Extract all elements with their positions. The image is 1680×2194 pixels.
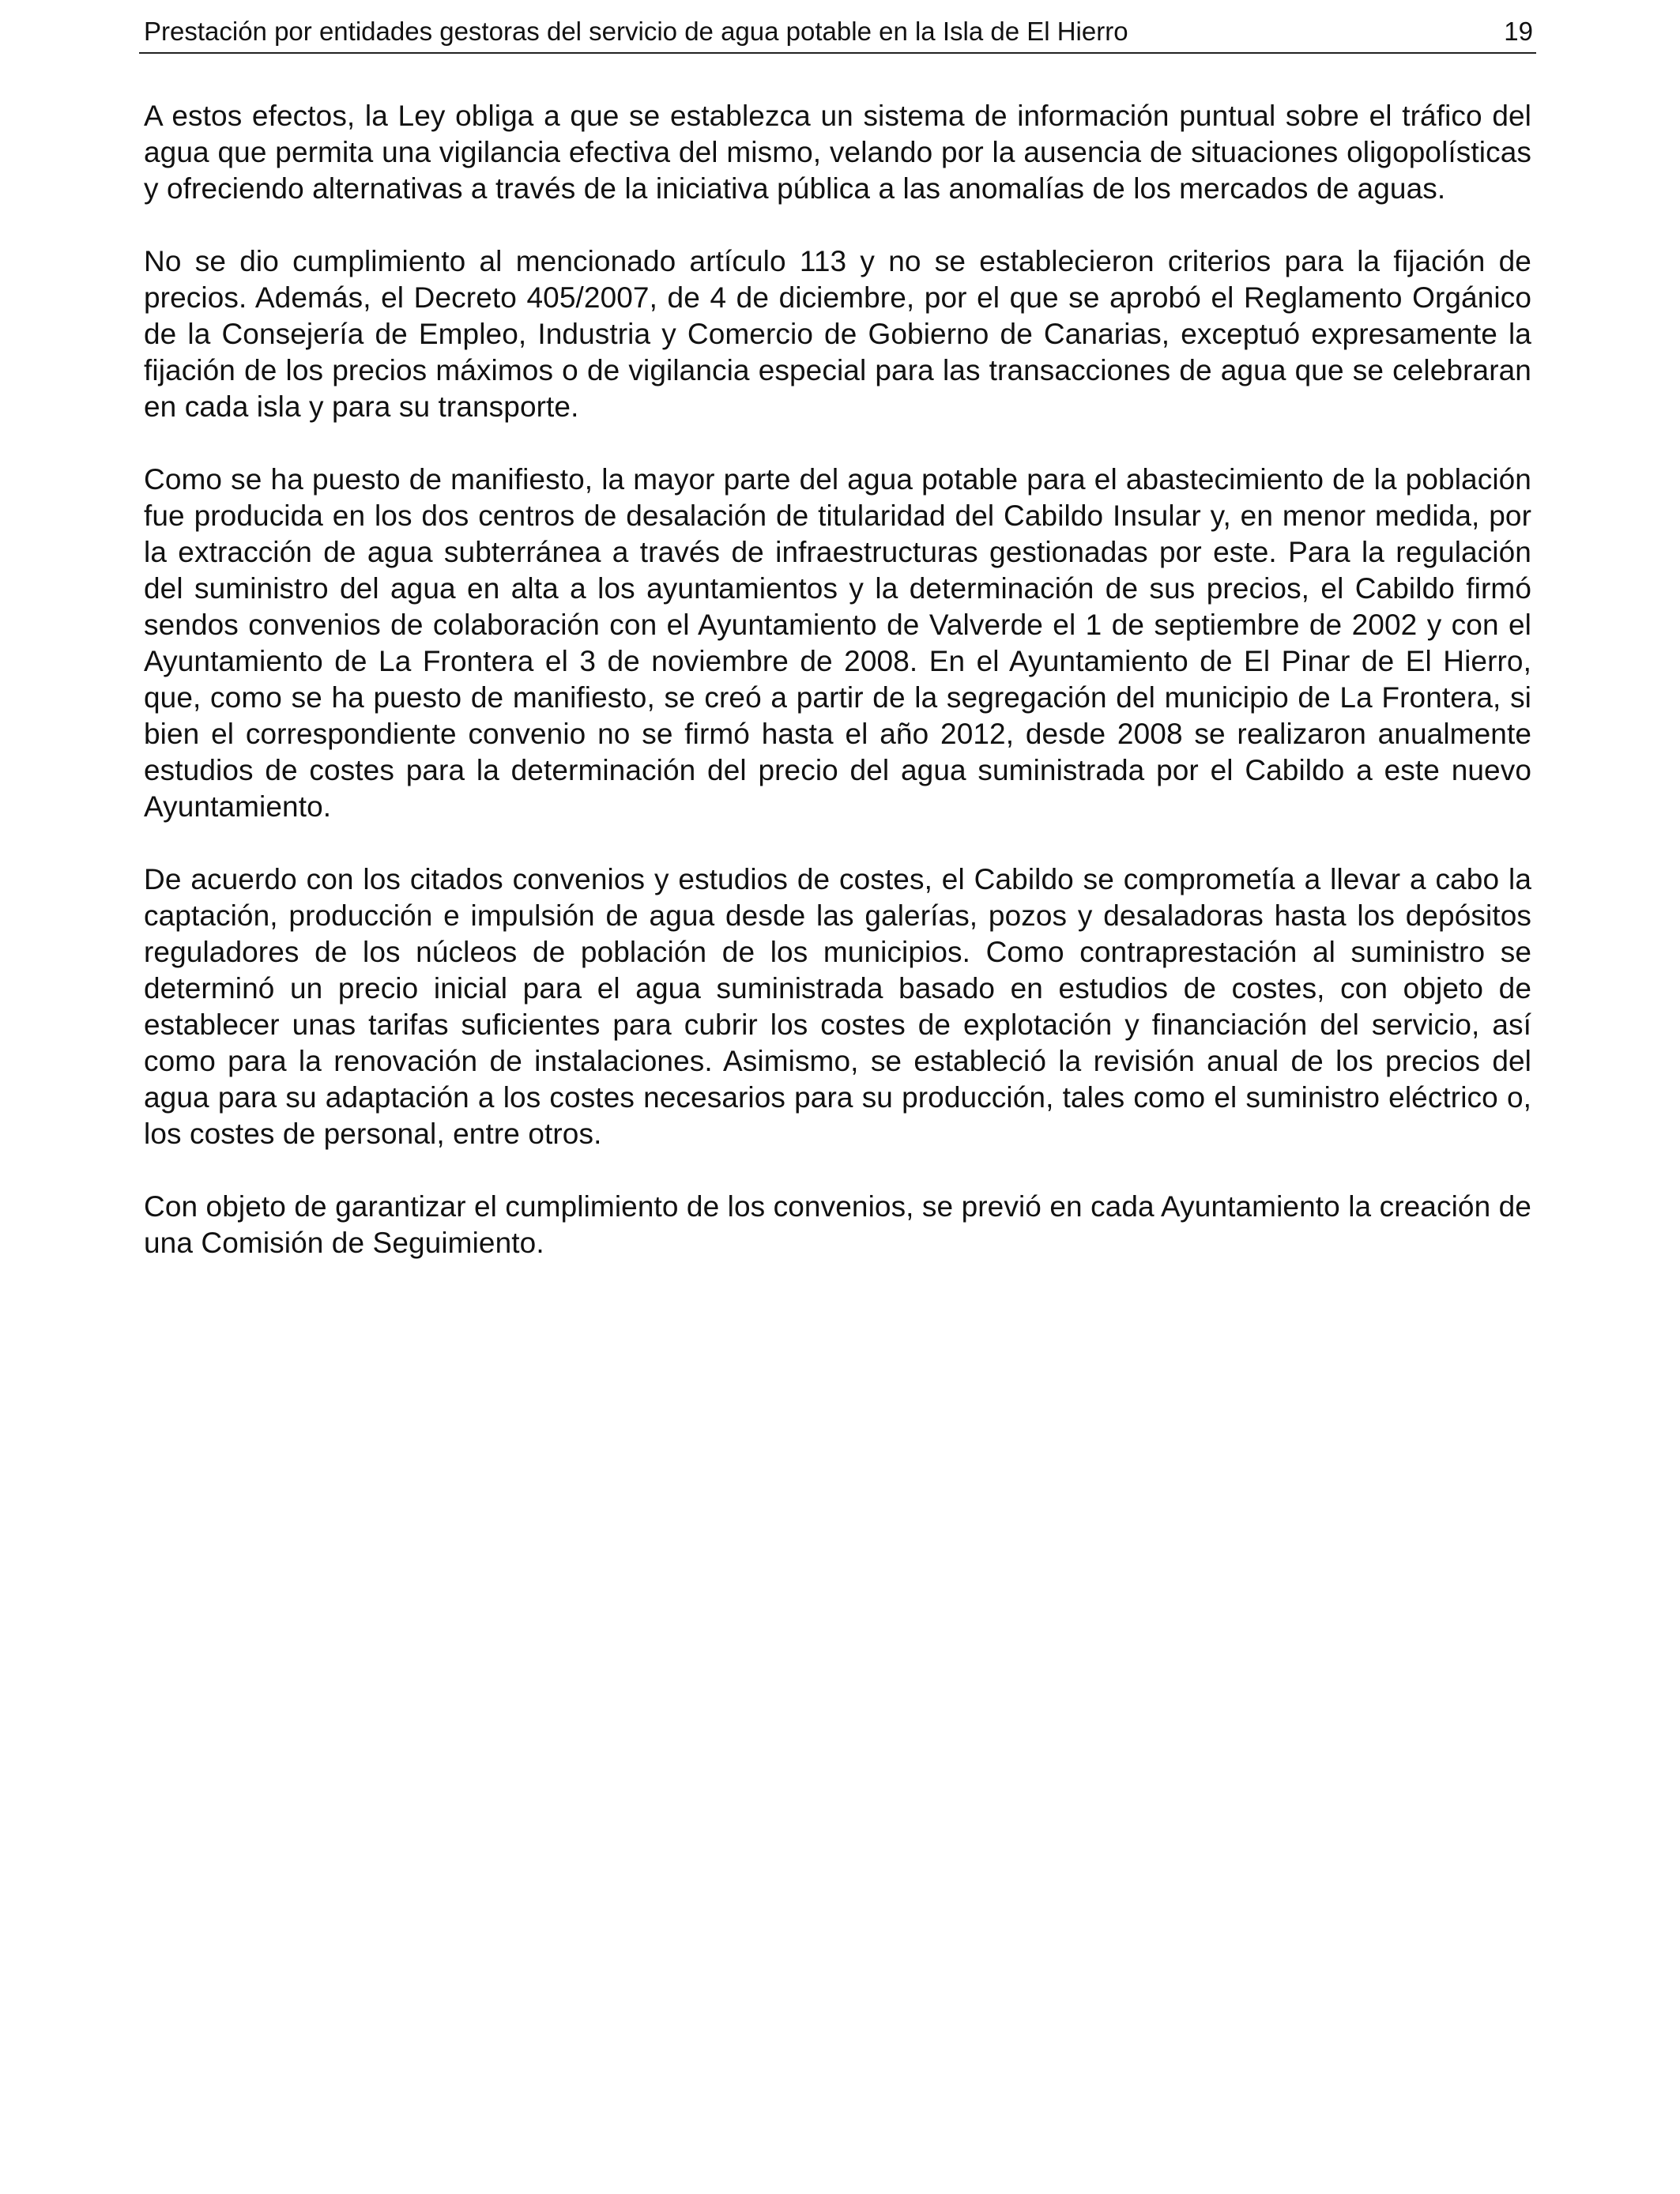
page-number: 19	[1504, 17, 1533, 46]
paragraph-abastecimiento: Como se ha puesto de manifiesto, la mayor parte del agua potable para el abastecimiento de la población fue producida en los dos centros de desalación de titularidad del Cabildo Insular y, en menor medida, por la extracción de agua subterránea a través de infraestructuras gestionadas por este. Para la regulación del suministro del agua en alta a los ayuntamientos y la determinación de sus precios, el Cabildo firmó sendos convenios de colaboración con el Ayuntamiento de Valverde el 1 de septiembre de 2002 y con el Ayuntamiento de La Frontera el 3 de noviembre de 2008. En el Ayuntamiento de El Pinar de El Hierro, que, como se ha puesto de manifiesto, se creó a partir de la segregación del municipio de La Frontera, si bien el correspondiente convenio no se firmó hasta el año 2012, desde 2008 se realizaron anualmente estudios de costes para la determinación del precio del agua suministrada por el Cabildo a este nuevo Ayuntamiento.	[144, 463, 1531, 823]
running-title: Prestación por entidades gestoras del servicio de agua potable en la Isla de El Hierro	[144, 17, 1128, 46]
document-body	[144, 98, 1531, 1298]
paragraph-fijacion-precios: No se dio cumplimiento al mencionado artículo 113 y no se establecieron criterios para la fijación de precios. Además, el Decreto 405/2007, de 4 de diciembre, por el que se aprobó el Reglamento Orgánico de la Consejería de Empleo, Industria y Comercio de Gobierno de Canarias, exceptuó expresamente la fijación de los precios máximos o de vigilancia especial para las transacciones de agua que se celebraran en cada isla y para su transporte.	[144, 245, 1531, 423]
page-header	[139, 13, 1536, 54]
paragraph-convenios-costes: De acuerdo con los citados convenios y estudios de costes, el Cabildo se comprometía a llevar a cabo la captación, producción e impulsión de agua desde las galerías, pozos y desaladoras hasta los depósitos reguladores de los núcleos de población de los municipios. Como contraprestación al suministro se determinó un precio inicial para el agua suministrada basado en estudios de costes, con objeto de establecer unas tarifas suficientes para cubrir los costes de explotación y financiación del servicio, así como para la renovación de instalaciones. Asimismo, se estableció la revisión anual de los precios del agua para su adaptación a los costes necesarios para su producción, tales como el suministro eléctrico o, los costes de personal, entre otros.	[144, 863, 1531, 1150]
paragraph-comision-seguimiento: Con objeto de garantizar el cumplimiento de los convenios, se previó en cada Ayuntamiento la creación de una Comisión de Seguimiento.	[144, 1190, 1531, 1259]
paragraph-ley-informacion: A estos efectos, la Ley obliga a que se establezca un sistema de información puntual sobre el tráfico del agua que permita una vigilancia efectiva del mismo, velando por la ausencia de situaciones oligopolísticas y ofreciendo alternativas a través de la iniciativa pública a las anomalías de los mercados de aguas.	[144, 100, 1531, 205]
